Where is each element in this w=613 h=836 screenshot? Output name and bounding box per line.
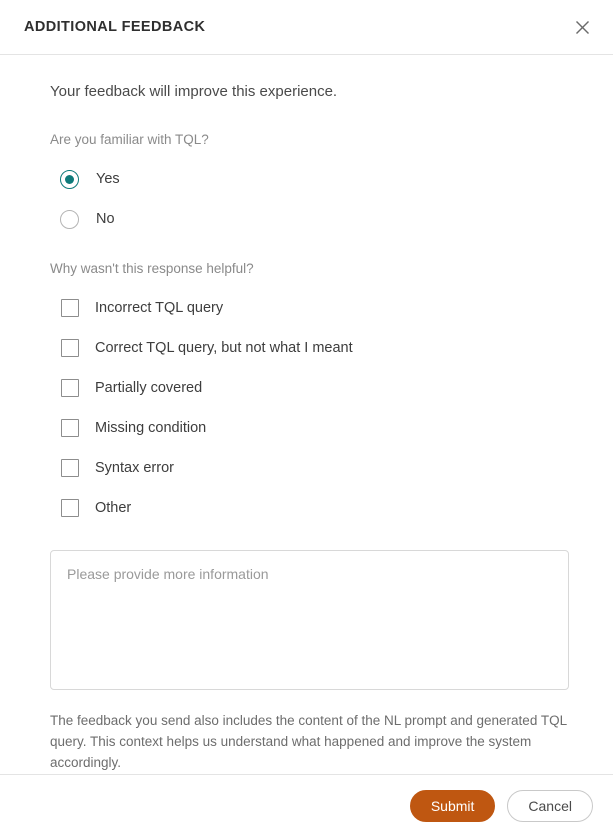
page-title: ADDITIONAL FEEDBACK (24, 19, 206, 35)
reasons-label: Why wasn't this response helpful? (50, 261, 254, 276)
checkbox-row-partially-covered[interactable] (50, 368, 569, 408)
radio-option-no[interactable] (50, 199, 569, 239)
checkbox-icon[interactable] (61, 499, 79, 517)
radio-dot (65, 175, 74, 184)
dialog-header (0, 0, 613, 55)
checkbox-icon[interactable] (61, 339, 79, 357)
checkbox-icon[interactable] (61, 379, 79, 397)
checkbox-row-syntax-error[interactable] (50, 448, 569, 488)
radio-label-no: No (96, 211, 115, 227)
dialog-body (0, 55, 613, 774)
checkbox-row-missing-condition[interactable] (50, 408, 569, 448)
checkbox-label: Missing condition (95, 420, 207, 436)
checkbox-label: Correct TQL query, but not what I meant (95, 340, 353, 356)
checkbox-label: Other (95, 500, 132, 516)
radio-label-yes: Yes (96, 171, 120, 187)
checkbox-row-incorrect-tql-query[interactable] (50, 288, 569, 328)
checkbox-icon[interactable] (61, 419, 79, 437)
checkbox-row-other[interactable] (50, 488, 569, 528)
checkbox-icon[interactable] (61, 459, 79, 477)
familiarity-label: Are you familiar with TQL? (50, 132, 209, 147)
submit-button[interactable]: Submit (410, 790, 496, 822)
familiarity-group (50, 132, 569, 239)
checkbox-label: Syntax error (95, 460, 174, 476)
radio-icon-unselected[interactable] (60, 210, 79, 229)
disclaimer-text: The feedback you send also includes the content of the NL prompt and generated TQL query. This context helps us understand what happened and improve the system accordingly. (50, 713, 567, 770)
reasons-group (50, 261, 569, 528)
radio-icon-selected[interactable] (60, 170, 79, 189)
checkbox-icon[interactable] (61, 299, 79, 317)
close-icon[interactable] (569, 14, 595, 40)
radio-option-yes[interactable] (50, 159, 569, 199)
intro-text: Your feedback will improve this experience. (50, 83, 338, 100)
checkbox-row-correct-tql-not-meant[interactable] (50, 328, 569, 368)
dialog-footer (0, 774, 613, 836)
cancel-button[interactable]: Cancel (507, 790, 593, 822)
checkbox-label: Incorrect TQL query (95, 300, 224, 316)
checkbox-label: Partially covered (95, 380, 203, 396)
more-info-textarea[interactable] (50, 550, 569, 690)
more-info-field-wrap (50, 550, 569, 695)
